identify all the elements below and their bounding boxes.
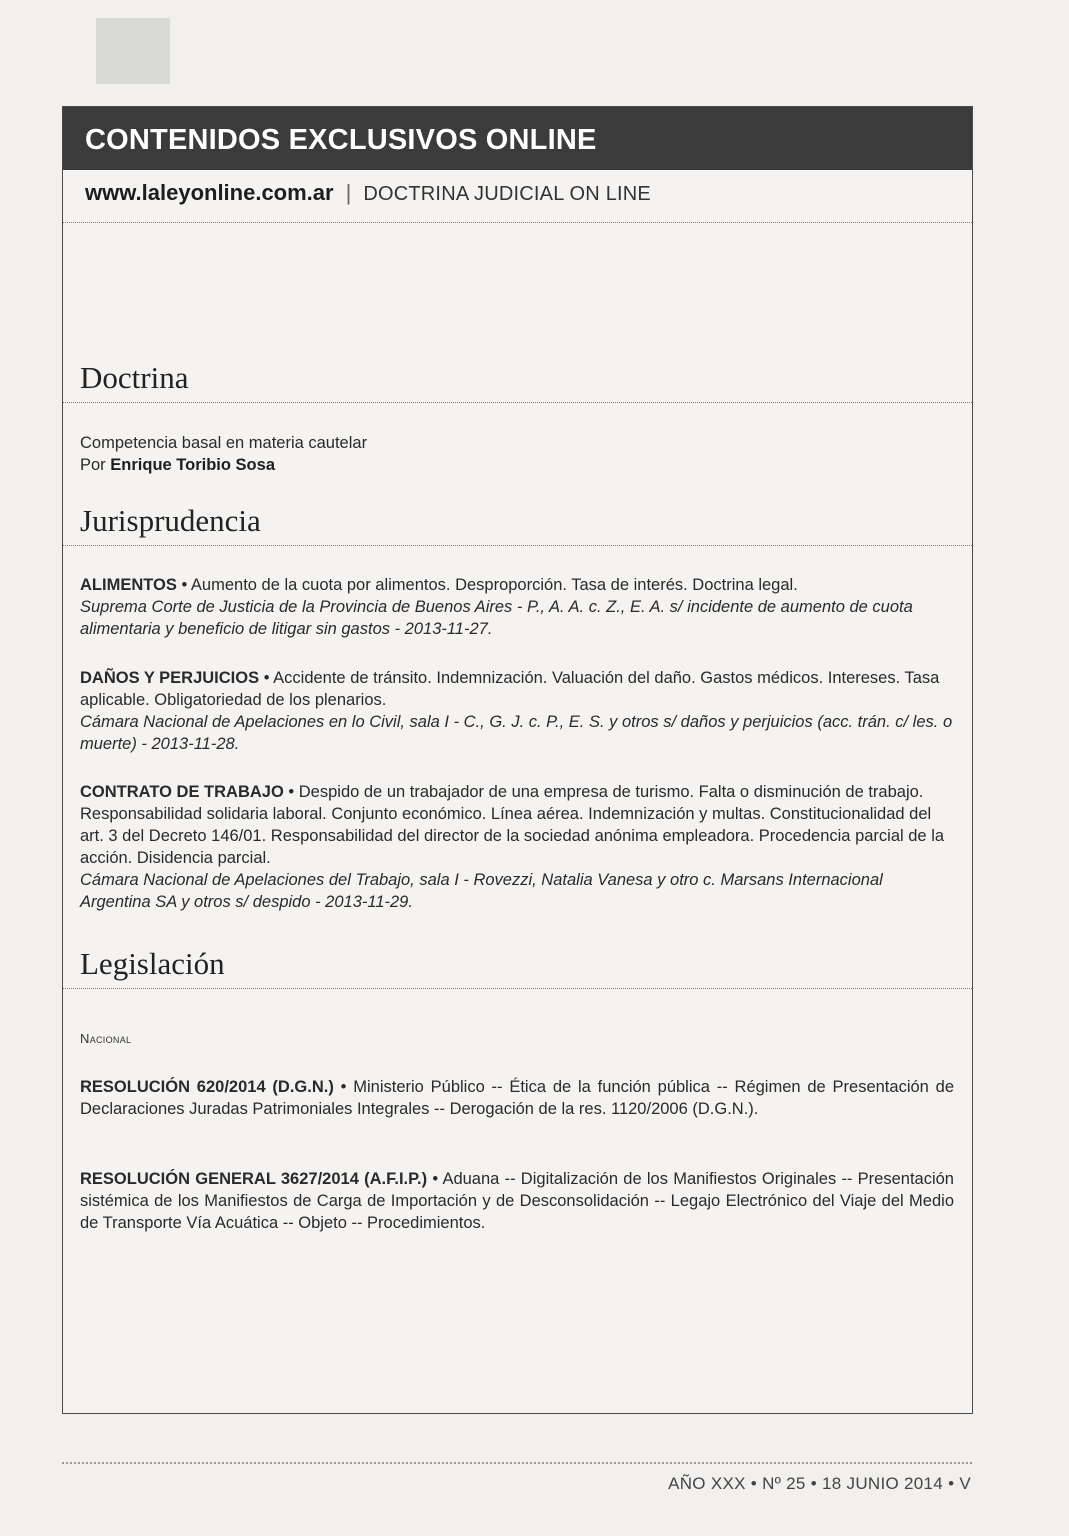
bleed-through-tab bbox=[96, 18, 170, 84]
entry-summary-text: • Despido de un trabajador de una empresa de turismo. Falta o disminución de trabajo. Responsabilidad solidaria laboral. Conjunto económico. Línea aérea. Indemnización y multas. Constitucionalidad del art. 3 del Decreto 146/01. Responsabilidad del director de la sociedad anónima empleadora. Procedencia parcial de la acción. Disidencia parcial. bbox=[80, 783, 945, 867]
legislacion-entry[interactable] bbox=[63, 1076, 972, 1120]
author-name: Enrique Toribio Sosa bbox=[110, 456, 275, 474]
section-title-doctrina: Doctrina bbox=[80, 360, 189, 395]
entry-keyword: DAÑOS Y PERJUICIOS bbox=[80, 669, 260, 687]
divider bbox=[63, 402, 972, 403]
entry-summary-text: • Aumento de la cuota por alimentos. Desproporción. Tasa de interés. Doctrina legal. bbox=[176, 576, 798, 594]
entry-summary bbox=[80, 781, 954, 869]
section-title-legislacion: Legislación bbox=[80, 946, 225, 981]
entry-summary bbox=[80, 667, 954, 711]
doctrina-item-title: Competencia basal en materia cautelar bbox=[80, 434, 368, 452]
divider bbox=[63, 988, 972, 989]
box-header: CONTENIDOS EXCLUSIVOS ONLINE bbox=[63, 107, 972, 170]
page-footer: AÑO XXX • Nº 25 • 18 JUNIO 2014 • V bbox=[668, 1474, 971, 1493]
doctrina-author-line bbox=[80, 454, 954, 476]
divider bbox=[63, 545, 972, 546]
author-prefix: Por bbox=[80, 456, 106, 474]
separator: | bbox=[345, 180, 352, 205]
site-line bbox=[63, 170, 972, 222]
footer-divider bbox=[62, 1462, 972, 1464]
entry-court: Suprema Corte de Justicia de la Provincia de Buenos Aires - P., A. A. c. Z., E. A. s/ incidente de aumento de cuota alimentaria y beneficio de litigar sin gastos - 2013-11-27. bbox=[80, 598, 913, 638]
subsection-label: Nacional bbox=[80, 1031, 132, 1046]
entry-keyword: ALIMENTOS bbox=[80, 576, 177, 594]
legislacion-entry[interactable] bbox=[63, 1168, 972, 1234]
site-subtitle: DOCTRINA JUDICIAL ON LINE bbox=[363, 183, 651, 205]
entry-keyword: CONTRATO DE TRABAJO bbox=[80, 783, 284, 801]
legislacion-section bbox=[63, 946, 972, 989]
entry-court: Cámara Nacional de Apelaciones del Trabajo, sala I - Rovezzi, Natalia Vanesa y otro c. Marsans Internacional Argentina SA y otros s/ despido - 2013-11-29. bbox=[80, 871, 883, 911]
site-link[interactable]: www.laleyonline.com.ar bbox=[85, 180, 334, 205]
doctrina-entry[interactable] bbox=[63, 432, 972, 476]
entry-text: • Ministerio Público -- Ética de la función pública -- Régimen de Presentación de Declaraciones Juradas Patrimoniales Integrales -- Derogación de la res. 1120/2006 (D.G.N.). bbox=[80, 1078, 954, 1118]
entry-keyword: RESOLUCIÓN 620/2014 (D.G.N.) bbox=[80, 1078, 334, 1096]
online-contents-box bbox=[62, 106, 973, 1414]
doctrina-section bbox=[63, 360, 972, 403]
entry-court: Cámara Nacional de Apelaciones en lo Civil, sala I - C., G. J. c. P., E. S. y otros s/ daños y perjuicios (acc. trán. c/ les. o muerte) - 2013-11-28. bbox=[80, 713, 953, 753]
section-title-jurisprudencia: Jurisprudencia bbox=[80, 503, 261, 538]
entry-summary-text: • Accidente de tránsito. Indemnización. Valuación del daño. Gastos médicos. Intereses. Tasa aplicable. Obligatoriedad de los plenarios. bbox=[80, 669, 940, 709]
jurisprudencia-entry[interactable] bbox=[63, 667, 972, 755]
jurisprudencia-section bbox=[63, 503, 972, 546]
entry-text: • Aduana -- Digitalización de los Manifiestos Originales -- Presentación sistémica de los Manifiestos de Carga de Importación y de Desconsolidación -- Legajo Electrónico del Viaje del Medio de Transporte Vía Acuática -- Objeto -- Procedimientos. bbox=[80, 1170, 954, 1232]
entry-keyword: RESOLUCIÓN GENERAL 3627/2014 (A.F.I.P.) bbox=[80, 1170, 428, 1188]
divider bbox=[63, 222, 972, 223]
jurisprudencia-entry[interactable] bbox=[63, 574, 972, 640]
entry-summary bbox=[80, 574, 954, 596]
jurisprudencia-entry[interactable] bbox=[63, 781, 972, 913]
